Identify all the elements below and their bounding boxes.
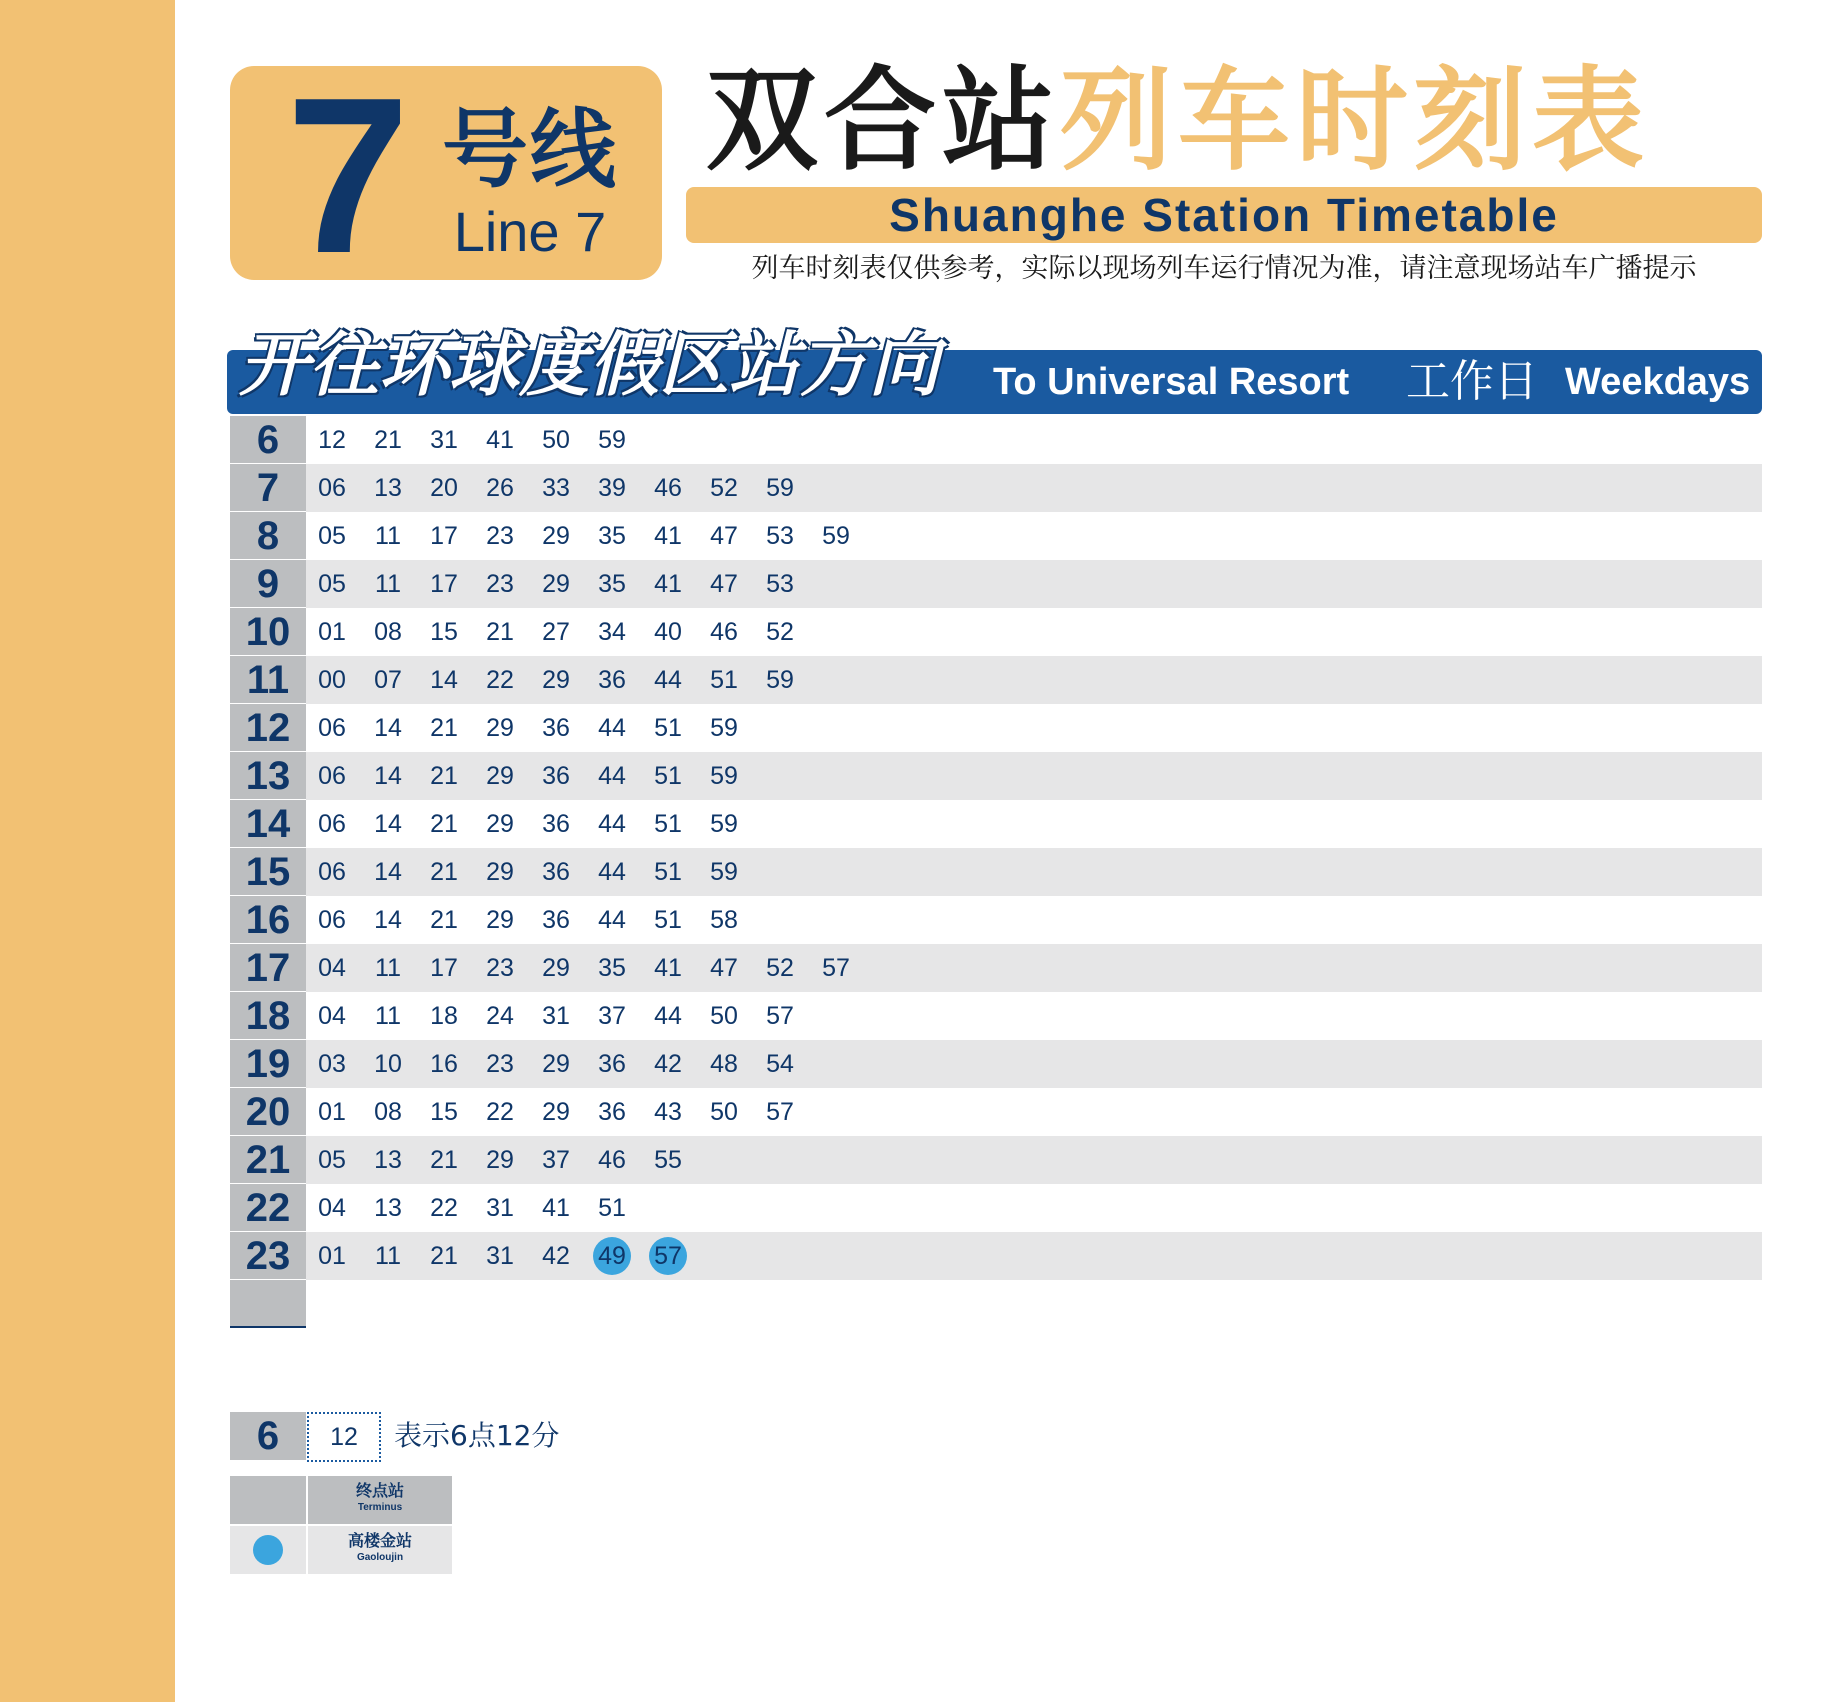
minute-cell: 01 [318,1098,346,1126]
timetable-row [230,896,1762,944]
minute-cell: 57 [822,954,850,982]
minute-cell: 36 [542,810,570,838]
minute-cell: 04 [318,954,346,982]
minute-cell: 44 [598,810,626,838]
minute-cell: 47 [710,570,738,598]
minute-cell: 46 [654,474,682,502]
minute-cell: 26 [486,474,514,502]
minute-cell: 12 [318,426,346,454]
minute-cell: 59 [710,810,738,838]
minute-cell: 21 [374,426,402,454]
title-station-name: 双合站 [706,56,1060,186]
timetable-row [230,800,1762,848]
minute-cell: 21 [430,714,458,742]
minute-cell: 40 [654,618,682,646]
minute-cell: 21 [430,858,458,886]
minute-cell: 51 [654,762,682,790]
hour-cell: 23 [230,1232,306,1280]
minute-cell: 52 [766,618,794,646]
minute-cell: 52 [766,954,794,982]
minute-cell: 29 [542,1098,570,1126]
minute-cell: 22 [486,666,514,694]
hour-cell: 8 [230,512,306,560]
minute-cell: 00 [318,666,346,694]
minute-cell: 21 [430,1146,458,1174]
line-badge [230,52,662,300]
minute-cell: 36 [542,762,570,790]
minute-cell: 44 [598,858,626,886]
hour-cell: 7 [230,464,306,512]
minute-cell: 29 [486,1146,514,1174]
timetable-row [230,848,1762,896]
minute-cell: 34 [598,618,626,646]
minute-cell: 06 [318,714,346,742]
minute-cell: 07 [374,666,402,694]
hour-cell: 11 [230,656,306,704]
minute-cell: 29 [542,522,570,550]
minute-cell: 11 [375,1002,401,1030]
minute-cell: 06 [318,762,346,790]
notice-text: 列车时刻表仅供参考，实际以现场列车运行情况为准，请注意现场站车广播提示 [751,253,1697,284]
minute-cell: 05 [318,570,346,598]
minute-cell: 21 [430,906,458,934]
minute-cell: 14 [374,714,402,742]
minute-cell: 14 [374,858,402,886]
minute-cell: 24 [486,1002,514,1030]
minute-cell: 33 [542,474,570,502]
minute-cell: 41 [486,426,514,454]
timetable-row [230,752,1762,800]
minute-cell: 29 [542,570,570,598]
minute-cell: 54 [766,1050,794,1078]
minute-cell-gaoloujin: 57 [649,1237,687,1275]
minute-cell: 13 [374,1194,402,1222]
minute-cell: 44 [654,666,682,694]
timetable-row [230,656,1762,704]
timetable-row [230,1088,1762,1136]
legend-gaoloujin-key [230,1526,306,1574]
minute-cell: 59 [598,426,626,454]
minute-cell: 29 [486,714,514,742]
hour-cell: 21 [230,1136,306,1184]
minute-cell: 59 [710,858,738,886]
minute-cell: 08 [374,618,402,646]
hour-cell: 9 [230,560,306,608]
minute-cell: 47 [710,954,738,982]
legend-gaoloujin-en: Gaoloujin [356,1552,404,1563]
minute-cell: 23 [486,522,514,550]
minute-cell: 46 [598,1146,626,1174]
minute-cell: 35 [598,954,626,982]
minute-cell: 57 [766,1098,794,1126]
minute-cell: 47 [710,522,738,550]
minute-cell: 13 [374,474,402,502]
minute-cell: 08 [374,1098,402,1126]
timetable-row [230,464,1762,512]
timetable-row [230,608,1762,656]
legend-terminus-label [308,1476,452,1524]
minute-cell: 17 [430,522,458,550]
minute-cell: 51 [598,1194,626,1222]
hour-cell: 13 [230,752,306,800]
minute-cell: 04 [318,1002,346,1030]
timetable-row [230,560,1762,608]
hour-cell: 12 [230,704,306,752]
minute-cell: 27 [542,618,570,646]
minute-cell: 21 [430,810,458,838]
minute-cell: 29 [542,1050,570,1078]
timetable-row [230,1136,1762,1184]
line-label-cn: 号线 [442,100,618,200]
minute-cell: 51 [654,906,682,934]
minute-cell: 11 [375,522,401,550]
minute-cell: 16 [430,1050,458,1078]
minute-cell: 29 [486,906,514,934]
minute-cell: 11 [375,570,401,598]
legend-example-text: 表示6点12分 [394,1419,560,1452]
legend-example-hour: 6 [230,1412,306,1460]
minute-cell: 41 [654,954,682,982]
timetable-row [230,944,1762,992]
line-label-en: Line 7 [453,200,607,263]
minute-cell: 23 [486,954,514,982]
minute-cell: 06 [318,810,346,838]
minute-cell: 59 [766,474,794,502]
title-timetable-word: 列车时刻表 [1060,56,1650,186]
minute-cell: 06 [318,474,346,502]
minute-cell: 53 [766,570,794,598]
minute-cell: 22 [430,1194,458,1222]
timetable-empty-hour-cell [230,1280,306,1328]
minute-cell: 13 [374,1146,402,1174]
legend-example-minute: 12 [307,1412,381,1462]
hour-cell: 19 [230,1040,306,1088]
minute-cell: 29 [542,666,570,694]
minute-cell: 06 [318,906,346,934]
minute-cell: 21 [486,618,514,646]
minute-cell: 29 [486,810,514,838]
page-title-en: Shuanghe Station Timetable [889,189,1559,241]
timetable-row [230,1040,1762,1088]
day-type-en: Weekdays [1565,361,1751,403]
minute-cell: 43 [654,1098,682,1126]
hour-cell: 6 [230,416,306,464]
minute-cell: 51 [710,666,738,694]
minute-cell: 48 [710,1050,738,1078]
direction-en: To Universal Resort [993,361,1350,403]
legend-terminus-en: Terminus [357,1502,403,1513]
minute-cell: 14 [374,810,402,838]
minute-cell: 14 [374,762,402,790]
minute-cell: 59 [822,522,850,550]
minute-cell: 17 [430,954,458,982]
minute-cell: 44 [654,1002,682,1030]
legend-gaoloujin-label [308,1526,452,1574]
minute-cell: 15 [430,1098,458,1126]
minute-cell: 11 [375,1242,401,1270]
minute-cell: 31 [542,1002,570,1030]
minute-cell: 31 [486,1242,514,1270]
minute-cell: 55 [654,1146,682,1174]
minute-cell: 31 [486,1194,514,1222]
minute-cell: 50 [710,1098,738,1126]
minute-cell: 59 [766,666,794,694]
minute-cell: 57 [766,1002,794,1030]
legend-terminus-key [230,1476,306,1524]
minute-cell: 42 [542,1242,570,1270]
minute-cell: 14 [374,906,402,934]
direction-cn: 开往环球度假区站方向 [234,324,956,406]
minute-cell: 51 [654,858,682,886]
minute-cell: 22 [486,1098,514,1126]
minute-cell: 36 [598,1098,626,1126]
minute-cell: 35 [598,570,626,598]
hour-cell: 15 [230,848,306,896]
minute-cell: 58 [710,906,738,934]
timetable [230,416,1762,1280]
minute-cell: 29 [542,954,570,982]
minute-cell: 10 [374,1050,402,1078]
minute-cell: 06 [318,858,346,886]
minute-cell: 15 [430,618,458,646]
minute-cell: 36 [542,906,570,934]
minute-cell: 41 [654,522,682,550]
minute-cell: 05 [318,1146,346,1174]
minute-cell: 51 [654,714,682,742]
minute-cell: 44 [598,762,626,790]
timetable-row [230,1232,1762,1280]
minute-cell: 05 [318,522,346,550]
minute-cell: 23 [486,1050,514,1078]
timetable-row [230,992,1762,1040]
minute-cell: 37 [542,1146,570,1174]
minute-cell: 37 [598,1002,626,1030]
minute-cell: 04 [318,1194,346,1222]
timetable-row [230,1184,1762,1232]
minute-cell: 41 [654,570,682,598]
legend-terminus-cn: 终点站 [355,1481,404,1500]
minute-cell: 42 [654,1050,682,1078]
minute-cell-gaoloujin: 49 [593,1237,631,1275]
minute-cell: 52 [710,474,738,502]
minute-cell: 14 [430,666,458,694]
minute-cell: 01 [318,618,346,646]
minute-cell: 46 [710,618,738,646]
minute-cell: 51 [654,810,682,838]
timetable-row [230,416,1762,464]
timetable-row [230,704,1762,752]
hour-cell: 20 [230,1088,306,1136]
day-type-cn: 工作日 [1406,356,1538,407]
minute-cell: 36 [542,714,570,742]
gaoloujin-marker-icon [253,1535,283,1565]
left-color-band [0,0,175,1702]
minute-cell: 01 [318,1242,346,1270]
title-en-bar [686,187,1762,243]
hour-cell: 14 [230,800,306,848]
line-number: 7 [286,52,410,300]
page-title-cn [706,56,1650,186]
legend-gaoloujin-cn: 高楼金站 [347,1531,412,1550]
minute-cell: 18 [430,1002,458,1030]
minute-cell: 21 [430,762,458,790]
minute-cell: 35 [598,522,626,550]
hour-cell: 10 [230,608,306,656]
minute-cell: 23 [486,570,514,598]
minute-cell: 41 [542,1194,570,1222]
minute-cell: 59 [710,762,738,790]
minute-cell: 17 [430,570,458,598]
minute-cell: 44 [598,714,626,742]
hour-cell: 17 [230,944,306,992]
minute-cell: 31 [430,426,458,454]
hour-cell: 16 [230,896,306,944]
minute-cell: 21 [430,1242,458,1270]
hour-cell: 18 [230,992,306,1040]
minute-cell: 11 [375,954,401,982]
minute-cell: 29 [486,858,514,886]
minute-cell: 53 [766,522,794,550]
minute-cell: 50 [710,1002,738,1030]
minute-cell: 36 [542,858,570,886]
minute-cell: 50 [542,426,570,454]
minute-cell: 29 [486,762,514,790]
minute-cell: 03 [318,1050,346,1078]
minute-cell: 39 [598,474,626,502]
timetable-row [230,512,1762,560]
hour-cell: 22 [230,1184,306,1232]
minute-cell: 44 [598,906,626,934]
minute-cell: 36 [598,1050,626,1078]
minute-cell: 59 [710,714,738,742]
minute-cell: 36 [598,666,626,694]
minute-cell: 20 [430,474,458,502]
